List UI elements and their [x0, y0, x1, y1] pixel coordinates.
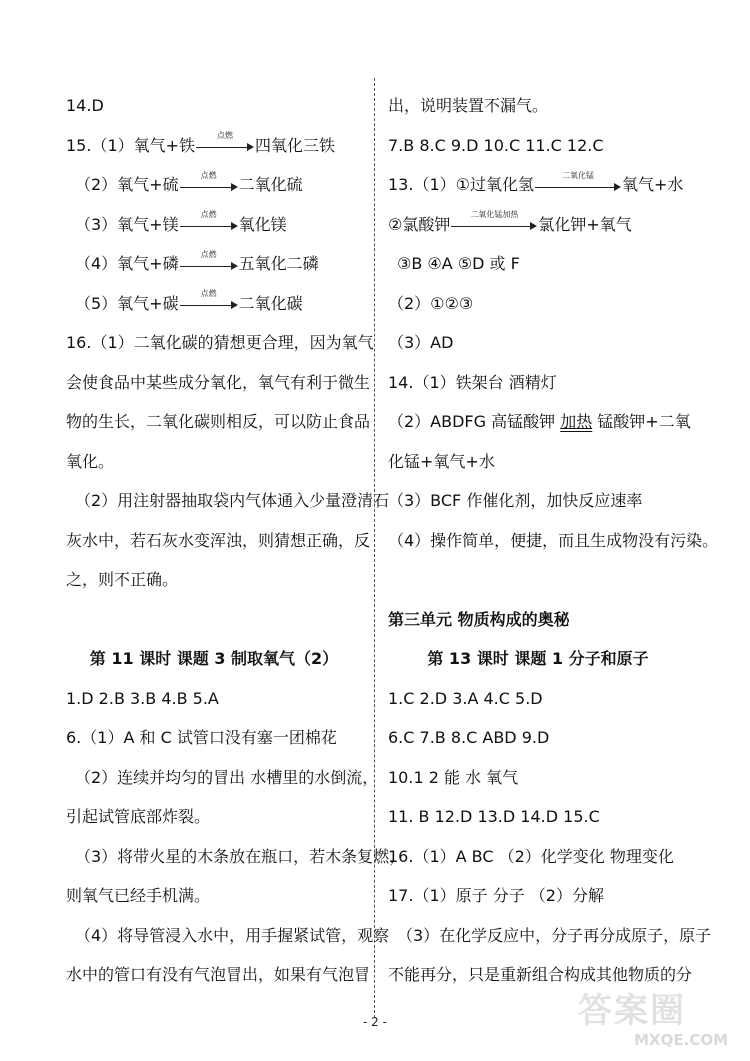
answer-line: 出，说明装置不漏气。 — [388, 96, 549, 115]
answer-line: 1.C 2.D 3.A 4.C 5.D — [388, 688, 543, 708]
reaction-arrow-icon — [180, 170, 238, 193]
reaction-arrow-icon — [180, 249, 238, 272]
answer-line: （4）将导管浸入水中，用手握紧试管，观察 — [75, 925, 390, 945]
answer-line: 物的生长，二氧化碳则相反，可以防止食品 — [66, 412, 371, 431]
column-divider — [374, 78, 375, 1018]
reaction-condition: 点燃 — [217, 131, 234, 140]
answer-line: （4）操作简单，便捷，而且生成物没有污染。 — [388, 530, 719, 550]
page-number: - 2 - — [363, 1015, 387, 1029]
product: 四氧化三铁 — [255, 135, 336, 155]
reaction-condition: 加热 — [560, 412, 593, 431]
equation-line — [388, 165, 688, 205]
equation-line — [388, 402, 691, 442]
reaction-condition: 点燃 — [200, 210, 217, 219]
reactants: （2）ABDFG 高锰酸钾 — [388, 412, 561, 431]
watermark-text: 答案圈 — [578, 991, 686, 1031]
reactants: 15.（1）氧气+铁 — [66, 135, 196, 155]
product: 氧气+水 — [621, 175, 684, 194]
reaction-arrow-icon — [535, 170, 621, 193]
reaction-arrow-icon — [180, 210, 238, 232]
reaction-condition: 点燃 — [200, 249, 217, 259]
answer-line: 6.C 7.B 8.C ABD 9.D — [388, 728, 550, 747]
product: 五氧化二磷 — [238, 254, 319, 273]
answer-line: 10.1 2 能 水 氧气 — [388, 767, 519, 787]
reactants: （3）氧气+镁 — [75, 214, 179, 234]
answer-line: 17.（1）原子 分子 （2）分解 — [388, 886, 604, 905]
answer-line: （2）连续并均匀的冒出 水槽里的水倒流， — [75, 767, 379, 787]
reactants: （5）氧气+碳 — [75, 293, 179, 313]
answer-line: ③B ④A ⑤D 或 F — [397, 254, 520, 273]
reaction-arrow-icon — [451, 210, 537, 232]
reactants: ②氯酸钾 — [388, 214, 451, 234]
answer-line: 氧化。 — [66, 451, 115, 471]
answer-line: 7.B 8.C 9.D 10.C 11.C 12.C — [388, 135, 604, 155]
answer-line: 14.D — [66, 96, 104, 115]
answer-line: 化锰+氧气+水 — [388, 451, 495, 471]
right-column — [388, 86, 719, 995]
reaction-condition: 二氧化锰 — [561, 170, 594, 180]
equation-line — [66, 126, 362, 166]
answer-line: （2）①②③ — [388, 293, 474, 313]
product: 锰酸钾+二氧 — [592, 412, 691, 431]
product: 二氧化硫 — [238, 175, 303, 194]
equation-line — [388, 205, 688, 245]
watermark-url: MXQE.COM — [634, 1031, 728, 1049]
answer-line: （3）在化学反应中，分子再分成原子，原子 — [397, 925, 712, 945]
answer-line: 14.（1）铁架台 酒精灯 — [388, 372, 557, 392]
reactants: 13.（1）①过氧化氢 — [388, 175, 534, 194]
unit-heading: 第三单元 物质构成的奥秘 — [388, 609, 570, 629]
product: 氧化镁 — [238, 214, 287, 234]
answer-line: 水中的管口有没有气泡冒出，如果有气泡冒 — [66, 965, 371, 984]
reaction-condition: 二氧化锰加热 — [470, 210, 519, 219]
answer-line: 会使食品中某些成分氧化，氧气有利于微生 — [66, 372, 371, 392]
answer-line: （3）BCF 作催化剂，加快反应速率 — [388, 491, 643, 510]
answer-line: （3）AD — [388, 333, 454, 352]
watermark-logo — [578, 991, 728, 1051]
answer-line: 引起试管底部炸裂。 — [66, 807, 211, 826]
lesson-heading: 第 13 课时 课题 1 分子和原子 — [427, 649, 649, 668]
equation-line — [66, 205, 362, 245]
reaction-condition: 点燃 — [200, 170, 217, 180]
reactants: （4）氧气+磷 — [75, 254, 179, 273]
reactants: （2）氧气+硫 — [75, 175, 179, 194]
equation-line — [66, 165, 362, 205]
product: 二氧化碳 — [238, 293, 303, 313]
reaction-condition: 点燃 — [200, 289, 217, 298]
equation-line — [66, 244, 362, 284]
answer-line: 1.D 2.B 3.B 4.B 5.A — [66, 688, 219, 708]
product: 氯化钾+氧气 — [538, 214, 632, 234]
reaction-arrow-icon — [180, 289, 238, 311]
answer-line: 11. B 12.D 13.D 14.D 15.C — [388, 807, 600, 826]
answer-line: 6.（1）A 和 C 试管口没有塞一团棉花 — [66, 728, 337, 747]
reaction-arrow-icon — [196, 131, 254, 153]
answer-line: 则氧气已经手机满。 — [66, 886, 211, 905]
lesson-heading: 第 11 课时 课题 3 制取氧气（2） — [89, 649, 339, 668]
answer-line: （3）将带火星的木条放在瓶口，若木条复燃， — [75, 846, 406, 866]
answer-line: 16.（1）二氧化碳的猜想更合理，因为氧气 — [66, 333, 374, 352]
answer-line: （2）用注射器抽取袋内气体通入少量澄清石 — [75, 491, 390, 510]
answer-line: 灰水中，若石灰水变浑浊，则猜想正确，反 — [66, 530, 371, 550]
answer-line: 不能再分，只是重新组合构成其他物质的分 — [388, 965, 693, 984]
equation-line — [66, 284, 362, 324]
answer-line: 之，则不正确。 — [66, 570, 179, 589]
left-column — [66, 86, 406, 995]
answer-line: 16.（1）A BC （2）化学变化 物理变化 — [388, 846, 674, 866]
